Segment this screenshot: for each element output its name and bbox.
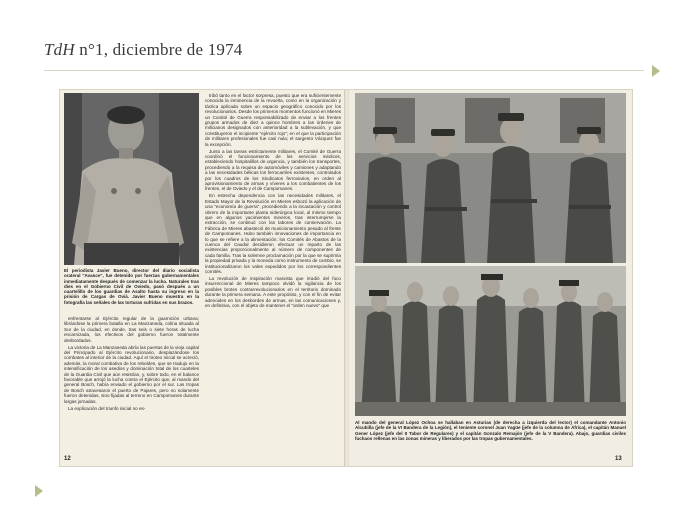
magazine-scan bbox=[60, 90, 632, 466]
portrait-caption: El periodista Javier Bueno, director del diario socialista orateral "Avance", fue detenido por fuerzas gubernamentales inmediatamente después de comenzar la lucha. Naturales tras dies en el Gobierno Civil de Oviedo, pasó después a un cuartelillo de los guardias de Asalto hasta su ingreso en la prisión de Cargas de Oviá. Javier Bueno muestra en la fotografía las señales de las torturas sufridas en sus brazos. bbox=[64, 268, 199, 305]
officers-photo bbox=[355, 93, 626, 263]
paragraph: La victoria de La Manzaneda abría las puertas de la vieja capital del Principado al Ejército revolucionario, desplazándose los combates al interior de la ciudad. Aquí el tiroteo inicial se acreció, además, la moral combativa de los rebeldes, que se tradujo en la intensificación de los asedios y dominación total de los cuarteles de la Guardia Civil que aún resistían, y, sobre todo, en el balance favorable que arrojó la lucha contra el Ejército que, al mando del general Bosch, había enviado el gobierno por el sur. Las tropas de Bosch atravesaron el puerto de Pajares, pero no solamente fueron detenidas, sino fijadas al terreno en Campomanes durante largas jornadas. bbox=[64, 344, 199, 404]
decorative-arrow-icon bbox=[652, 65, 660, 77]
left-page bbox=[60, 90, 345, 466]
officers-caption: Al mando del general López Ochoa se hallaban en Asturias (de derecha a izquierda del lector) el comandante Antonio Alcubilla (jefe de la VI Bandera de la Legión), el teniente coronel Juan Yagüe (jefe de la columna de África), el capitán Manuel Gener López (jefe del II Tabor de Regulares) y el capitán Gonzalo Remajón (jefe de la V Bandera). Abajo, guardias civiles fuchaos rellenas en las zonas mineras y liberados por las tropas gubernamentales. bbox=[355, 420, 626, 441]
paragraph: enfrentarse al Ejército regular de la guarnición urbana; librándose la primera batalla en La Manzaneda, colina situada al Sur de la ciudad, en donde, tras seis o siete horas de lucha encarnizada, los efectivos del gobierno fueron totalmente desbordados. bbox=[64, 316, 199, 343]
right-page bbox=[349, 90, 632, 466]
left-page-column-1 bbox=[64, 316, 199, 454]
paragraph: La explicación del triunfo inicial no es- bbox=[68, 405, 146, 411]
paragraph: La revolución de inspiración marxista que irradió del foco insurreccional de Mieres tampoco olvidó la vigilancia de los posibles brotes contrarrevolucionarios en el territorio dominado durante la primera semana. A este propósito, y con el fin de evitar adenoides en los desbordes de armas, en las comunicaciones y, en definitiva, con el objeto de mantener el "orden nuevo" que bbox=[205, 275, 341, 308]
paragraph: tribó tanto en el factor sorpresa, puesto que era suficientemente conocida la inminencia de la revuelta, como en la organización y táctica aplicada sobre un espacio geográfico conocido por los revolucionarios. Desde los primeros momentos funcionó en Mieres un Comité de Guerra responsabilizado de enviar a los frentes grupos armados de diez a quince hombres a las órdenes de milicianos designados con anterioridad a la sublevación, y que constituyeron el incipiente "ejército rojo"; en el que la participación de militares profesionales fue casi nula; el sargento Vázquez fue la excepción. bbox=[205, 93, 341, 147]
slide-title bbox=[44, 40, 243, 60]
page-number-right: 13 bbox=[615, 456, 622, 462]
portrait-photo bbox=[64, 93, 199, 265]
left-page-column-2 bbox=[205, 93, 341, 453]
paragraph: Junto a las tareas estrictamente militares, el Comité de Guerra coordinó el funcionamiento de los servicios médicos, estableciendo hospitalillos de urgencia, y también los transportes, procediendo a la requisa de automóviles y camiones y adaptando a las necesidades bélicas los ferrocarriles existentes, controlados por los cuadros de los Sindicatos ferroviarios, en orden al aprovisionamiento de armas y víveres a los combatientes de los frentes, el de Oviedo y el de Campomanes. bbox=[205, 148, 341, 192]
next-slide-arrow-icon[interactable] bbox=[35, 485, 43, 497]
paragraph: En estrecha dependencia con las necesidades militares, el Estado Mayor de la Revolución en Mieres esbozó la aplicación de una "economía de guerra", procediendo a la incautación y control obrero de la importante planta siderúrgica local, al mismo tiempo que en algunos yacimientos mineros, tras interrumpirse la extracción, se continuó con las labores de conservación. La Fábrica de Mieres abasteció de municionamiento pesado al frente de Campomanes. Hubo también innovaciones de importancia en lo que se refiere a la alimentación: los Comités de Abastos de la cuenca del Caudal decidieron efectuar un reparto de las existencias proporcionalmente al número de componentes de cada familia. Tras la solemne proclamación por la que se suprimía la propiedad privada y la moneda como instrumento de cambio, se institucionalizaron los vales expedidos por los correspondientes comités. bbox=[205, 193, 341, 274]
page-number-left: 12 bbox=[64, 456, 71, 462]
title-divider bbox=[44, 70, 644, 71]
slide-title-italic: TdH bbox=[44, 40, 75, 59]
civil-guards-photo bbox=[355, 266, 626, 416]
slide-title-rest: n°1, diciembre de 1974 bbox=[74, 40, 243, 59]
